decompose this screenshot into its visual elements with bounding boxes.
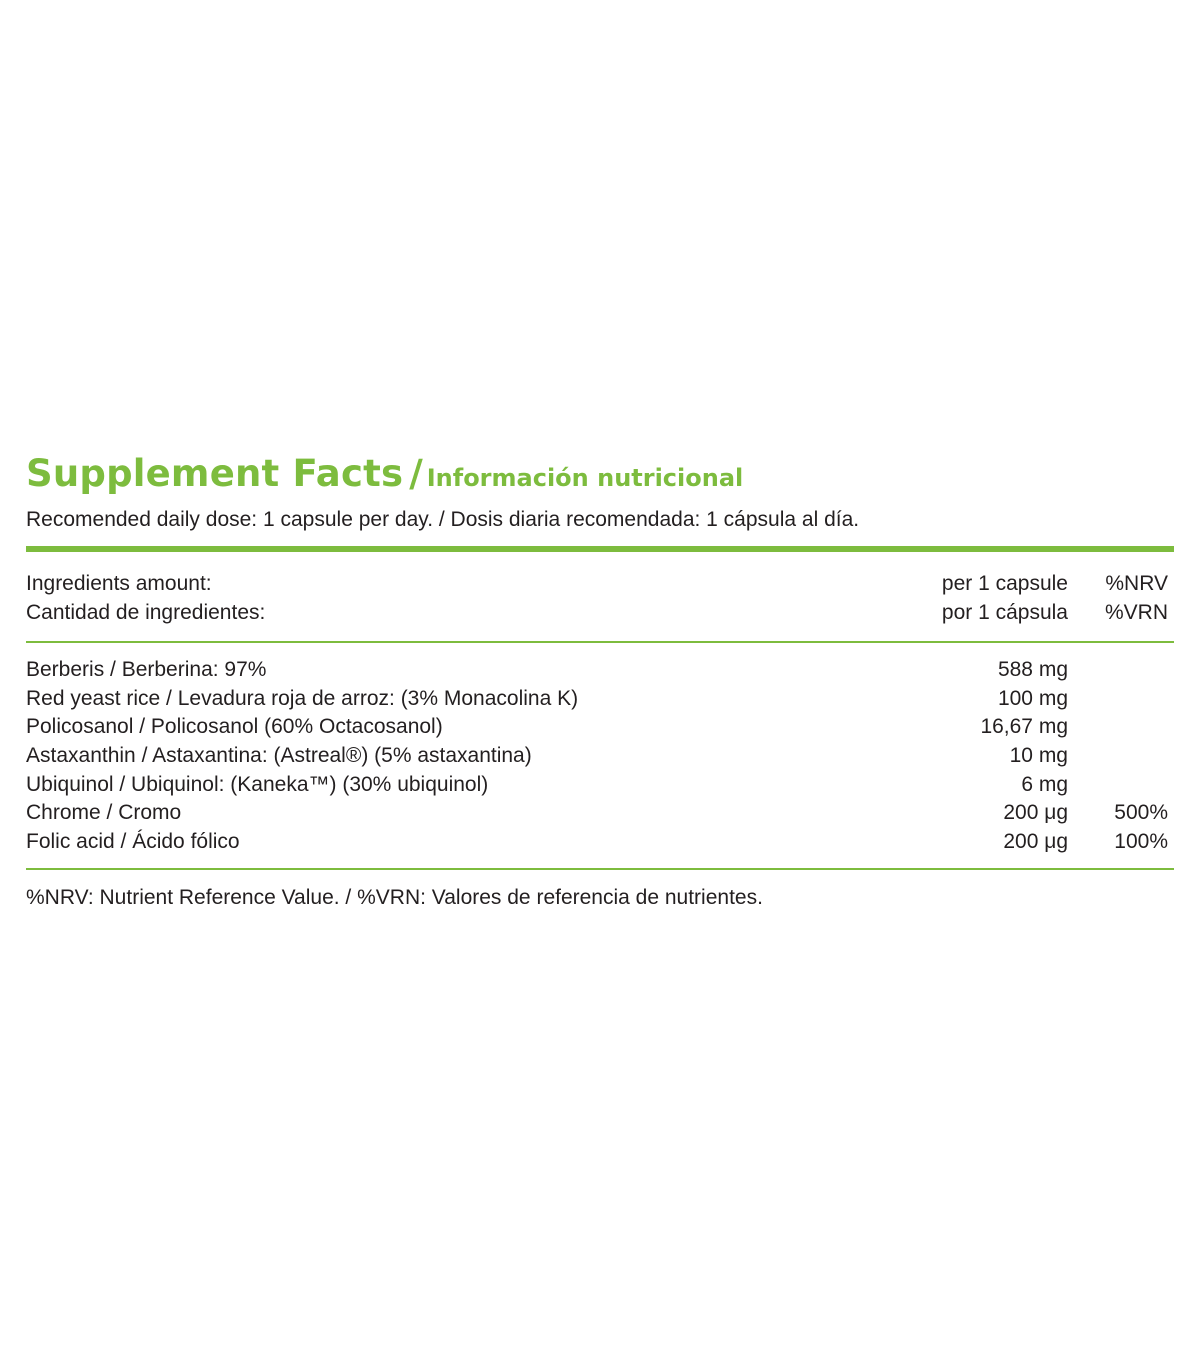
ingredient-name: Astaxanthin / Astaxantina: (Astreal®) (5% astaxantina) bbox=[26, 743, 532, 767]
header-nrv: %NRV bbox=[1105, 572, 1168, 595]
ingredient-amount: 100 mg bbox=[997, 686, 1068, 710]
header-row bbox=[26, 599, 1174, 628]
header-amount: per 1 capsule bbox=[941, 572, 1068, 595]
footnote: %NRV: Nutrient Reference Value. / %VRN: Valores de referencia de nutrientes. bbox=[26, 886, 763, 910]
ingredient-nrv bbox=[1068, 713, 1174, 742]
ingredient-name: Ubiquinol / Ubiquinol: (Kaneka™) (30% ubiquinol) bbox=[26, 772, 489, 796]
header-row bbox=[26, 570, 1174, 599]
ingredient-nrv bbox=[1068, 656, 1174, 685]
ingredient-amount: 200 μg bbox=[1003, 829, 1068, 853]
ingredient-amount: 10 mg bbox=[1009, 743, 1068, 767]
ingredient-row bbox=[26, 771, 1174, 800]
header-name: Ingredients amount: bbox=[26, 572, 212, 595]
divider-footer bbox=[26, 868, 1174, 870]
ingredient-name: Red yeast rice / Levadura roja de arroz: (3% Monacolina K) bbox=[26, 686, 579, 710]
header-amount: por 1 cápsula bbox=[941, 600, 1068, 624]
ingredient-name: Berberis / Berberina: 97% bbox=[26, 658, 267, 682]
ingredient-amount: 16,67 mg bbox=[980, 715, 1068, 739]
ingredient-nrv bbox=[1068, 742, 1174, 771]
ingredient-row bbox=[26, 656, 1174, 685]
ingredient-name: Folic acid / Ácido fólico bbox=[26, 829, 240, 853]
ingredient-amount: 200 μg bbox=[1003, 801, 1068, 825]
ingredient-row bbox=[26, 799, 1174, 828]
ingredient-name: Chrome / Cromo bbox=[26, 801, 182, 825]
ingredient-amount: 588 mg bbox=[997, 658, 1068, 682]
title-main: Supplement Facts bbox=[26, 452, 404, 495]
ingredient-name: Policosanol / Policosanol (60% Octacosanol) bbox=[26, 715, 443, 739]
ingredient-row bbox=[26, 713, 1174, 742]
title-slash: / bbox=[409, 452, 423, 495]
header-nrv: %VRN bbox=[1104, 600, 1168, 624]
title-row bbox=[26, 452, 1174, 500]
ingredients-list bbox=[26, 643, 1174, 868]
ingredient-nrv bbox=[1068, 685, 1174, 714]
ingredient-row bbox=[26, 828, 1174, 857]
supplement-facts-panel bbox=[26, 452, 1174, 912]
ingredient-amount: 6 mg bbox=[1021, 772, 1068, 796]
ingredient-nrv: 500% bbox=[1114, 801, 1168, 825]
table-header bbox=[26, 552, 1174, 641]
ingredient-row bbox=[26, 742, 1174, 771]
ingredient-nrv bbox=[1068, 771, 1174, 800]
ingredient-row bbox=[26, 685, 1174, 714]
title-sub: Información nutricional bbox=[426, 464, 744, 492]
header-name: Cantidad de ingredientes: bbox=[26, 600, 266, 624]
daily-dose-text: Recomended daily dose: 1 capsule per day. / Dosis diaria recomendada: 1 cápsula al día. bbox=[26, 508, 860, 531]
ingredient-nrv: 100% bbox=[1114, 829, 1168, 853]
